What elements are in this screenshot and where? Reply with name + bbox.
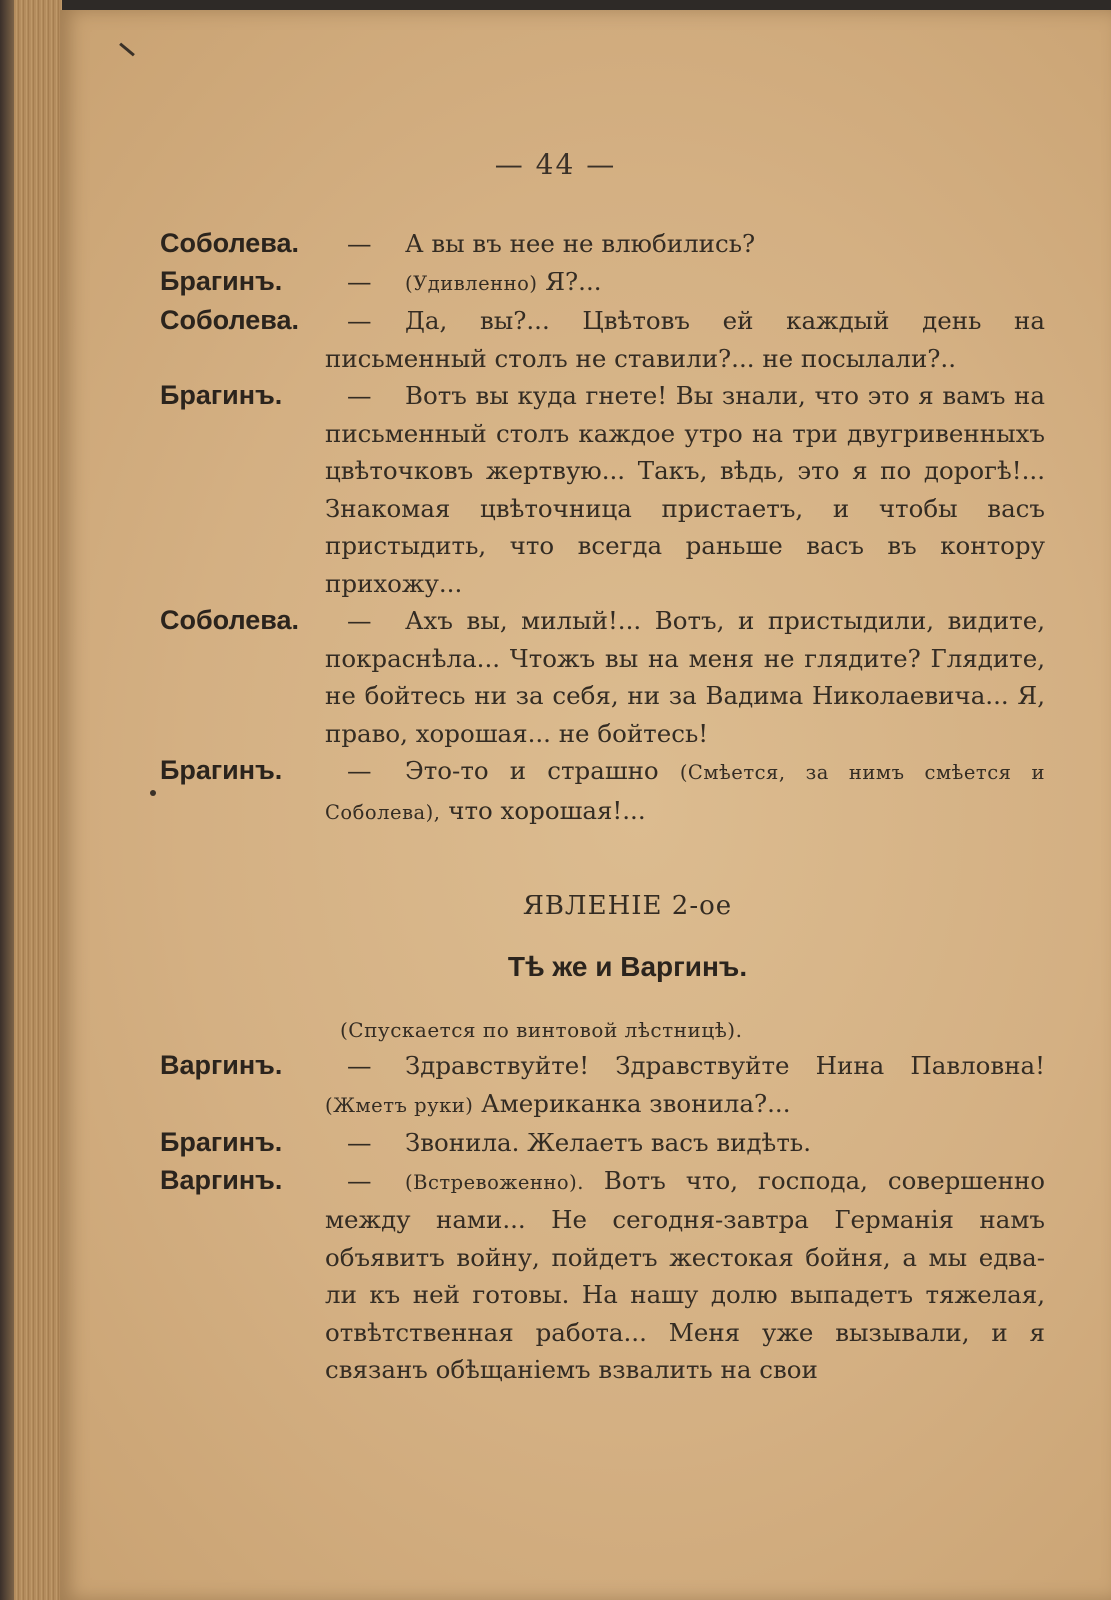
dialogue-dash: —: [347, 1051, 372, 1080]
dialogue-dash: —: [347, 1165, 372, 1195]
speech-text: [325, 1162, 1045, 1389]
speaker-name: Соболева.: [160, 605, 300, 635]
dialogue-dash: —: [347, 266, 372, 296]
speech-text: [325, 302, 1045, 377]
stage-remark: (Встревоженно).: [405, 1170, 584, 1194]
spoken-line: Это-то и страшно: [405, 756, 680, 785]
dialogue-entry: [160, 225, 1045, 263]
spoken-line: Звонила. Желаетъ васъ видѣть.: [405, 1128, 811, 1157]
dialogue-dash: —: [347, 306, 372, 335]
page-number: — 44 —: [494, 148, 617, 181]
speech-text: [325, 225, 1045, 263]
scene-heading: ЯВЛЕНІЕ 2-ое: [522, 891, 733, 921]
dialogue-entry: [160, 377, 1045, 602]
speech-text: [325, 752, 1045, 831]
spoken-line: Да, вы?... Цвѣтовъ ей каждый день на письменный столъ не ставили?... не посылали?..: [325, 306, 1045, 373]
speaker-name: Брагинъ.: [160, 265, 283, 296]
speech-text: [325, 1124, 1045, 1162]
spoken-line: Вотъ что, господа, совершенно между нами... Не сегодня-завтра Германія намъ объявитъ войну, пойдетъ жестокая бойня, а мы едва-ли къ ней готовы. На нашу долю выпадетъ тяжелая, отвѣтственная работа... Меня уже вызывали, и я связанъ обѣщаніемъ взвалить на свои: [325, 1165, 1045, 1384]
top-dark-strip: [0, 0, 1111, 10]
dialogue-dash: —: [347, 381, 372, 410]
dialogue-entry: [160, 302, 1045, 377]
stage-remark: (Удивленно): [405, 271, 538, 295]
spoken-line: что хорошая!...: [440, 795, 646, 825]
scene-cast: Тѣ же и Варгинъ.: [507, 951, 748, 982]
stage-remark: (Смѣется, за нимъ смѣется и Соболева),: [325, 761, 1045, 824]
speaker-name: Брагинъ.: [160, 380, 283, 410]
spoken-line: Ахъ вы, милый!... Вотъ, и пристыдили, видите, покраснѣла... Чтожъ вы на меня не глядите? Глядите, не бойтесь ни за себя, ни за Вадима Николаевича... Я, право, хорошая... не бойтесь!: [325, 606, 1045, 748]
dialogue-dash: —: [347, 756, 372, 785]
speaker-name: Брагинъ.: [160, 755, 283, 785]
spoken-line: Здравствуйте! Здравствуйте Нина Павловна!: [405, 1051, 1045, 1080]
ink-dot: [150, 790, 156, 796]
dialogue-entry: [160, 1162, 1045, 1389]
speaker-name: Соболева.: [160, 305, 300, 335]
dialogue-block-bottom: [160, 1047, 1045, 1389]
dialogue-block-top: [160, 225, 1045, 831]
speaker-name: Брагинъ.: [160, 1127, 283, 1157]
dialogue-entry: [160, 752, 1045, 831]
dialogue-entry: [160, 602, 1045, 752]
dialogue-entry: [160, 1124, 1045, 1162]
dialogue-entry: [160, 263, 1045, 303]
speaker-name: Варгинъ.: [160, 1164, 283, 1195]
speech-text: [325, 1047, 1045, 1124]
stage-direction: (Спускается по винтовой лѣстницѣ).: [340, 1018, 743, 1042]
dialogue-dash: —: [347, 606, 372, 635]
play-text: [160, 225, 1045, 1389]
spoken-line: Я?...: [537, 266, 602, 296]
speech-text: [325, 263, 1045, 303]
stage-remark: (Жметъ руки): [325, 1093, 474, 1117]
spoken-line: Американка звонила?...: [473, 1088, 791, 1118]
spoken-line: А вы въ нее не влюбились?: [405, 229, 756, 258]
speaker-name: Соболева.: [160, 228, 300, 258]
dialogue-entry: [160, 1047, 1045, 1124]
speech-text: [325, 602, 1045, 752]
dialogue-dash: —: [347, 229, 372, 258]
speaker-name: Варгинъ.: [160, 1050, 283, 1080]
book-spine-shadow: [0, 0, 14, 1600]
dialogue-dash: —: [347, 1128, 372, 1157]
spoken-line: Вотъ вы куда гнете! Вы знали, что это я вамъ на письменный столъ каждое утро на три двугривенныхъ цвѣточковъ жертвую... Такъ, вѣдь, это я по дорогѣ!... Знакомая цвѣточница пристаетъ, и чтобы васъ пристыдить, что всегда раньше васъ въ контору прихожу...: [325, 381, 1045, 598]
speech-text: [325, 377, 1045, 602]
